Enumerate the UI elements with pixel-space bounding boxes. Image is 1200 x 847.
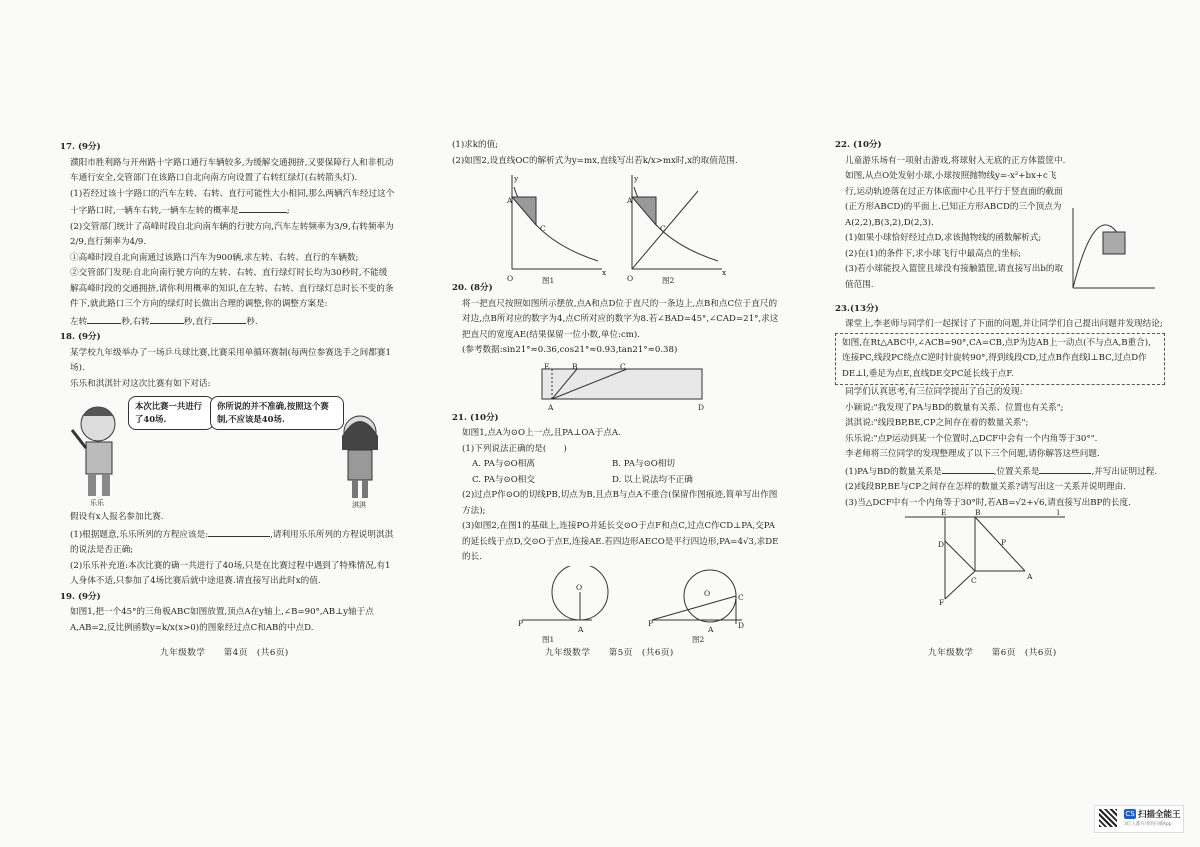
q18-illustration (60, 392, 395, 510)
q21-option-d: D. 以上说法均不正确 (612, 474, 693, 485)
q22-heading: 22. (10分) (835, 140, 882, 150)
kid-label-lele: 乐乐 (90, 499, 104, 507)
fig23-label-F: F (939, 598, 945, 607)
fig1-label-y: y (514, 174, 519, 183)
q17-intro: 濮阳市胜利路与开州路十字路口通行车辆较多,为缓解交通拥挤,又要保障行人和非机动车通行安全,交管部门在该路口自北向南方向设置了右转红绿灯(右转箭头灯). (70, 157, 394, 183)
fig2-circle-label-C: C (738, 592, 744, 602)
q19-stem: 如图1,把一个45°的三角板ABC如图放置,顶点A在y轴上,∠B=90°,AB⊥y轴于点A,AB=2,反比例函数y=k/x(x>0)的图象经过点C和AB的中点D. (70, 607, 374, 633)
q18-dialog: 乐乐和淇淇针对这次比赛有如下对话: (70, 378, 211, 389)
q23-problem-box: 如图,在Rt△ABC中,∠ACB=90°,CA=CB,点P为边AB上一动点(不与点A,B重合),连接PC,线段PC绕点C逆时针旋转90°,得到线段CD,过点B作直线l⊥BC,过点D作DE⊥l,垂足为点E,直线DE交PC延长线于点F. (835, 333, 1165, 386)
fig1-label-A: A (507, 196, 513, 205)
ruler-label-B: B (572, 361, 578, 371)
fig23-label-D: D (938, 540, 945, 549)
q21-option-c: C. PA与⊙O相交 (472, 474, 535, 485)
fig2-circle-label-P: P (648, 618, 654, 628)
page-5-column (452, 138, 782, 644)
q23-figure (835, 508, 1165, 607)
fig2-label-O: O (627, 274, 634, 283)
q22-part1: (1)如果小球恰好经过点D,求该抛物线的函数解析式; (845, 233, 1042, 243)
fig1-label-C: C (540, 224, 546, 233)
question-17 (60, 140, 395, 330)
q20-reference: (参考数据:sin21°≈0.36,cos21°≈0.93,tan21°≈0.38) (462, 345, 678, 355)
q17-part1: (1)若经过该十字路口的汽车左转、右转、直行可能性大小相同,那么两辆汽车经过这个十字路口时,一辆车右转,一辆车左转的概率是 ; (70, 188, 395, 216)
page-6-column (835, 138, 1165, 607)
q23-qiqi: 淇淇说:"线段BP,BE,CP之间存在着的数量关系"; (845, 418, 1029, 428)
fig23-label-B: B (975, 508, 981, 517)
q17-heading: 17. (9分) (60, 142, 101, 152)
fig23-label-P: P (1001, 538, 1007, 547)
q21-figures (452, 566, 782, 644)
q18-part1: (1)根据题意,乐乐所列的方程应该是: ,请利用乐乐所列的方程说明淇淇的说法是否正确; (60, 526, 395, 559)
q21-option-a: A. PA与⊙O相离 (472, 459, 535, 469)
q22-part2: (2)在(1)的条件下,求小球飞行中最高点的坐标; (845, 248, 1022, 259)
fig2-circle-caption: 图2 (692, 634, 705, 644)
q20-heading: 20. (8分) (452, 283, 493, 293)
question-23 (835, 302, 1165, 607)
q21-option-b: B. PA与⊙O相切 (612, 459, 676, 469)
q21-part1: (1)下列说法正确的是( ) (462, 443, 567, 454)
fig23-label-A: A (1027, 572, 1033, 581)
q22-body (835, 154, 1165, 302)
fig1-circle-label-O: O (576, 582, 583, 592)
page-4-footer: 九年级数学 第4页 (共6页) (160, 648, 289, 658)
question-20 (452, 281, 782, 411)
q19-figures (452, 169, 782, 285)
q17-answer-line: 左转 秒,右转 秒,直行 秒. (60, 313, 395, 331)
fig2-circle-label-O: O (704, 588, 711, 598)
ruler-figure (452, 359, 782, 411)
q19-part2: (2)如图2,设直线OC的解析式为y=mx,直线写出若k/x>mx时,x的取值范围. (452, 155, 738, 166)
q22-part3: (3)若小球能投入篮筐且球没有接触篮筐,请直接写出b的取值范围. (845, 264, 1064, 290)
speech-bubble-lele: 本次比赛一共进行了40场. (128, 396, 214, 430)
page-4-column (60, 140, 395, 636)
question-19 (60, 590, 395, 637)
q21-options-row2 (452, 473, 782, 489)
fig2-label-A: A (627, 196, 633, 205)
fig2-caption: 图2 (662, 276, 675, 285)
parabola-figure (1067, 202, 1157, 294)
q23-xiaoying: 小颖说:"我发现了PA与BD的数量有关系、位置也有关系"; (845, 402, 1064, 413)
triangle-figure (835, 511, 1165, 603)
q18-part2: (2)乐乐补充道:本次比赛的确一共进行了40场,只是在比赛过程中遇到了特殊情况,有1人身体不适,只参加了4场比赛后就中途退赛.请直接写出此时x的值. (70, 560, 391, 586)
fig2-label-y: y (634, 174, 639, 183)
speech-bubble-qiqi: 你所说的并不准确,按照这个赛制,不应该是40场. (210, 396, 344, 430)
fig2-label-x: x (722, 268, 727, 277)
fig2-circle-label-A: A (708, 624, 714, 634)
fig23-label-C: C (971, 576, 977, 585)
ruler-label-A: A (548, 402, 554, 412)
fig1-circle-label-A: A (578, 624, 584, 634)
q21-part3: (3)如图2,在图1的基础上,连接PO并延长交⊙O于点F和点C,过点C作CD⊥PA,交PA的延长线于点D,交⊙O于点E,连接AE.若四边形AECO是平行四边形,PA=4√3,求DE的长. (462, 521, 779, 562)
q20-stem: 将一把直尺按照如图所示摆放,点A和点D位于直尺的一条边上,点B和点C位于直尺的对边,点B所对应的数字为4,点C所对应的数字为8.若∠BAD=45°,∠CAD=21°,求这把直尺的宽度AE(结果保留一位小数,单位:cm). (462, 298, 779, 340)
ruler-label-D: D (698, 402, 705, 412)
q18-assume: 假设有x人报名参加比赛. (70, 512, 164, 522)
qr-code-icon (1099, 809, 1117, 827)
fig1-label-x: x (602, 268, 607, 277)
fig1-caption: 图1 (542, 276, 555, 285)
scanner-name: 扫描全能王 (1138, 810, 1181, 820)
fig1-label-O: O (507, 274, 514, 283)
q23-part3: (3)当△DCF中有一个内角等于30°时,若AB=√2+√6,请直接写出BP的长度. (845, 497, 1131, 508)
fig1-circle-caption: 图1 (542, 634, 555, 644)
scanner-tagline: 3亿人都在用的扫描App (1124, 822, 1172, 827)
q17-sub2: ②交管部门发现:自北向南行驶方向的左转、右转、直行绿灯时长均为30秒时,不能缓解高峰时段的交通拥挤,请你利用概率的知识,在左转、右转、直行绿灯总时长不变的条件下,就此路口三个方向的绿灯时长做出合理的调整,你的调整方案是: (70, 268, 394, 309)
q23-findings: 同学们认真思考,有三位同学提出了自己的发现: (845, 387, 1023, 397)
question-21 (452, 411, 782, 644)
q21-heading: 21. (10分) (452, 412, 499, 423)
q23-intro: 课堂上,李老师与同学们一起探讨了下面的问题,并让同学们自己提出问题并发现结论; (845, 319, 1163, 329)
q23-lele: 乐乐说:"点P运动到某一个位置时,△DCF中会有一个内角等于30°". (845, 433, 1098, 444)
q22-stem: 儿童游乐场有一项射击游戏,将球射入无底的正方体篮筐中.如图,从点O处发射小球,小球按照抛物线y=-x²+bx+c飞行,运动轨迹落在过正方体底面中心且平行于竖直面的截面(正方形ABCD)的平面上.已知正方形ABCD的三个顶点为A(2,2),B(3,2),D(2,3). (845, 155, 1066, 228)
q23-teacher: 李老师将三位同学的发现整理成了以下三个问题,请你解答这些问题. (845, 449, 1100, 459)
fig1-circle-label-P: P (518, 618, 524, 628)
q19-part1: (1)求k的值; (452, 140, 499, 150)
fig23-label-l: l (1057, 508, 1060, 517)
q23-part2: (2)线段BP,BE与CP之间存在怎样的数量关系?请写出这一关系并说明理由. (845, 482, 1126, 492)
scanner-logo-icon: CS (1125, 810, 1135, 818)
q19-heading: 19. (9分) (60, 591, 101, 602)
question-18 (60, 330, 395, 590)
q17-sub1: ①高峰时段自北向南通过该路口汽车为900辆,求左转、右转、直行的车辆数; (70, 252, 359, 263)
q17-part2: (2)交管部门统计了高峰时段自北向南车辆的行驶方向,汽车左转频率为3/9,右转频率为2/9,直行频率为4/9. (70, 221, 394, 247)
fig2-circle-label-D: D (738, 620, 745, 630)
fig23-label-E: E (941, 508, 947, 517)
fig2-label-C: C (660, 224, 666, 233)
circle-figures (452, 566, 782, 644)
q18-heading: 18. (9分) (60, 332, 101, 342)
q21-part2: (2)过点P作⊙O的切线PB,切点为B,且点B与点A不重合(保留作图痕迹,简单写出作图方法); (462, 490, 778, 516)
question-22 (835, 138, 1165, 302)
q21-options-row1 (452, 457, 782, 473)
q21-stem: 如图1,点A为⊙O上一点,且PA⊥OA于点A. (462, 428, 621, 438)
q23-heading: 23.(13分) (835, 303, 879, 314)
ruler-label-E: E (544, 361, 550, 371)
q22-figure (1067, 202, 1157, 302)
ruler-label-C: C (620, 361, 626, 371)
q19-graphs (452, 169, 782, 281)
q20-figure (452, 359, 782, 411)
q23-part1: (1)PA与BD的数量关系是 ,位置关系是 ,并写出证明过程. (835, 463, 1165, 481)
q18-intro: 某学校九年级举办了一场乒乓球比赛,比赛采用单循环赛制(每两位参赛选手之间都赛1场). (70, 347, 391, 373)
kid-label-qiqi: 淇淇 (352, 501, 366, 509)
page-5-footer: 九年级数学 第5页 (共6页) (545, 648, 674, 658)
page-6-footer: 九年级数学 第6页 (共6页) (928, 648, 1057, 658)
